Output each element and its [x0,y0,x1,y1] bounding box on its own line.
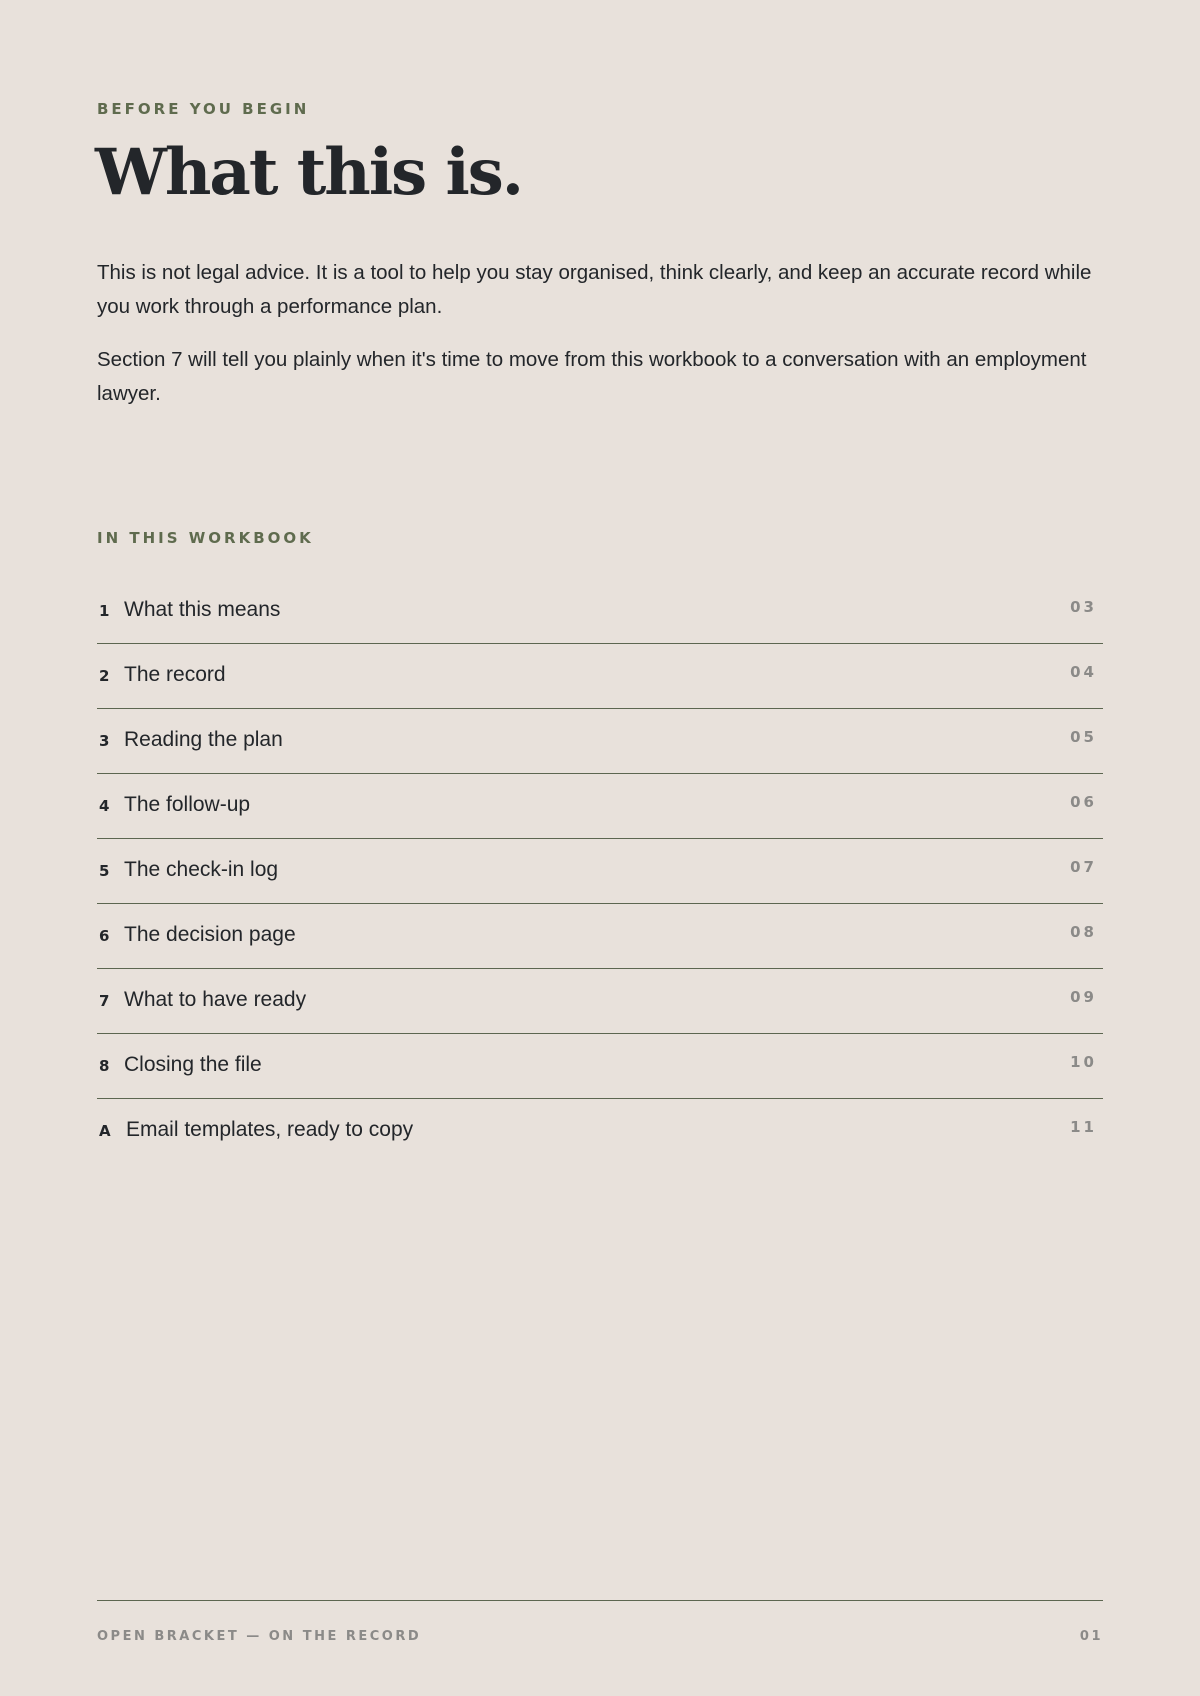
toc-item-page: 09 [1070,988,1097,1006]
toc-item-number: 5 [99,862,110,880]
toc-item-page: 04 [1070,663,1097,681]
intro-paragraph: Section 7 will tell you plainly when it's time to move from this workbook to a conversation with an employment lawyer. [97,348,1087,405]
toc-item-number: 7 [99,992,110,1010]
toc-item-number: 2 [99,667,110,685]
toc-item[interactable] [97,1100,1103,1164]
toc-item-label: The check-in log [124,858,279,881]
toc-item-label: What this means [124,598,281,621]
toc-item-page: 05 [1070,728,1097,746]
toc-item-label: The follow-up [124,793,251,816]
intro-paragraph: This is not legal advice. It is a tool to help you stay organised, think clearly, and keep an accurate record while you work through a performance plan. [97,261,1092,318]
toc-item-label: The decision page [124,923,296,946]
document-page [97,0,1103,1696]
toc-item[interactable] [97,1035,1103,1099]
toc-item-number: A [99,1122,111,1140]
toc-item-number: 4 [99,797,110,815]
toc-item-label: Email templates, ready to copy [126,1118,414,1141]
toc-item-label: Closing the file [124,1053,262,1076]
toc-item-number: 1 [99,602,110,620]
intro-text [97,256,1103,430]
toc-item-page: 03 [1070,598,1097,616]
toc-item[interactable] [97,645,1103,709]
toc-item-number: 6 [99,927,110,945]
toc-item[interactable] [97,580,1103,644]
toc-item[interactable] [97,775,1103,839]
toc-item-number: 8 [99,1057,110,1075]
section-eyebrow: BEFORE YOU BEGIN [97,100,310,118]
toc-item-label: What to have ready [124,988,307,1011]
toc-item[interactable] [97,970,1103,1034]
page-title: What this is. [95,135,523,210]
footer-divider [97,1600,1103,1601]
toc-item[interactable] [97,710,1103,774]
toc-item-page: 11 [1070,1118,1097,1136]
toc-item-page: 10 [1070,1053,1097,1071]
toc-item-page: 08 [1070,923,1097,941]
toc-item-number: 3 [99,732,110,750]
footer-publication-label: OPEN BRACKET — ON THE RECORD [97,1629,422,1644]
toc-heading: IN THIS WORKBOOK [97,529,314,547]
toc-item-label: Reading the plan [124,728,283,751]
toc-item[interactable] [97,840,1103,904]
footer-page-number: 01 [1079,1629,1103,1644]
toc-item[interactable] [97,905,1103,969]
table-of-contents [97,580,1103,1165]
toc-item-page: 06 [1070,793,1097,811]
toc-item-page: 07 [1070,858,1097,876]
toc-item-label: The record [124,663,226,686]
